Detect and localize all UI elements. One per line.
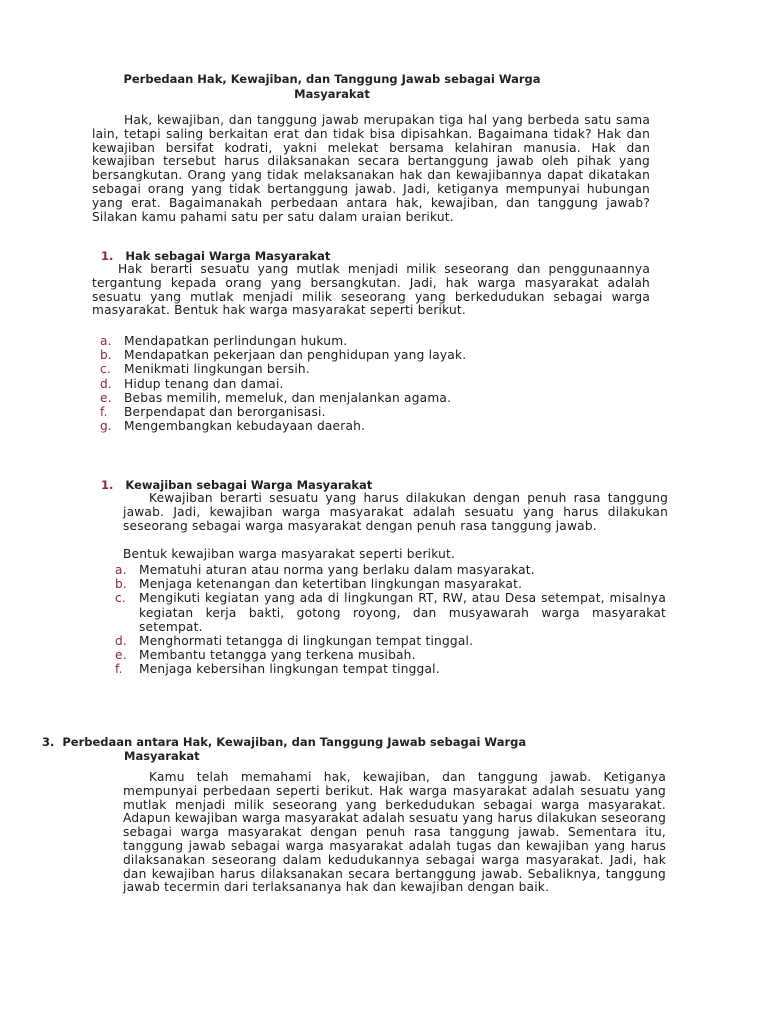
list-item	[100, 419, 600, 433]
list-item-text: Mematuhi aturan atau norma yang berlaku dalam masyarakat.	[139, 563, 535, 577]
list-item	[100, 391, 600, 405]
section-2-heading	[101, 478, 372, 492]
list-item-text: Bebas memilih, memeluk, dan menjalankan agama.	[124, 390, 452, 405]
list-item-text: Menghormati tetangga di lingkungan tempat tinggal.	[139, 634, 474, 649]
list-item-marker: b.	[115, 577, 128, 592]
section-1-number: 1.	[101, 249, 114, 263]
list-item-text: Mendapatkan pekerjaan dan penghidupan yang layak.	[124, 348, 467, 363]
section-1-body: Hak berarti sesuatu yang mutlak menjadi milik seseorang dan penggunaannya tergantung kepada orang yang bersangkutan. Jadi, hak warga masyarakat adalah sesuatu yang mutlak menjadi milik seseorang yang berkedudukan sebagai warga masyarakat. Bentuk hak warga masyarakat seperti berikut.	[92, 262, 650, 318]
list-item-text: Menjaga kebersihan lingkungan tempat tinggal.	[139, 662, 440, 677]
section-2-title: Kewajiban sebagai Warga Masyarakat	[125, 478, 373, 492]
list-item-marker: g.	[100, 419, 113, 434]
list-item-marker: d.	[100, 376, 113, 391]
list-item-marker: a.	[115, 563, 127, 577]
section-2-list	[115, 563, 666, 677]
list-item-text: Mendapatkan perlindungan hukum.	[124, 334, 348, 348]
list-item	[115, 577, 666, 591]
section-2-body: Kewajiban berarti sesuatu yang harus dilakukan dengan penuh rasa tanggung jawab. Jadi, kewajiban warga masyarakat adalah sesuatu yang harus dilakukan seseorang sebagai warga masyarakat dengan penuh rasa tanggung jawab.	[123, 491, 668, 533]
list-item	[115, 563, 666, 577]
list-item	[100, 377, 600, 391]
list-item-marker: e.	[115, 648, 127, 663]
list-item-marker: b.	[100, 348, 113, 363]
list-item-marker: a.	[100, 334, 112, 348]
section-3-number: 3.	[42, 735, 55, 749]
list-item-marker: d.	[115, 634, 128, 649]
list-item-marker: f.	[115, 662, 123, 677]
section-2-lead: Bentuk kewajiban warga masyarakat seperti berikut.	[123, 547, 456, 561]
list-item-marker: f.	[100, 405, 108, 420]
list-item-text: Menjaga ketenangan dan ketertiban lingkungan masyarakat.	[139, 577, 523, 592]
list-item	[100, 348, 600, 362]
list-item	[100, 405, 600, 419]
list-item-text: Mengikuti kegiatan yang ada di lingkungan RT, RW, atau Desa setempat, misalnya kegiatan kerja bakti, gotong royong, dan musyawarah warga masyarakat setempat.	[139, 591, 666, 634]
list-item	[115, 634, 666, 648]
section-2-number: 1.	[101, 478, 114, 492]
section-3-title-line-1: Perbedaan antara Hak, Kewajiban, dan Tanggung Jawab sebagai Warga	[62, 735, 527, 749]
section-3-title-line-2: Masyarakat	[124, 749, 200, 763]
title-line-2: Masyarakat	[294, 87, 370, 101]
section-3-body: Kamu telah memahami hak, kewajiban, dan tanggung jawab. Ketiganya mempunyai perbedaan seperti berikut. Hak warga masyarakat adalah sesuatu yang mutlak menjadi milik seseorang yang berkedudukan sebagai warga masyarakat. Adapun kewajiban warga masyarakat adalah sesuatu yang harus dilakukan seseorang sebagai warga masyarakat dengan penuh rasa tanggung jawab. Sementara itu, tanggung jawab sebagai warga masyarakat adalah tugas dan kewajiban yang harus dilaksanakan seseorang dalam kedudukannya sebagai warga masyarakat. Jadi, hak dan kewajiban harus dilaksanakan secara bertanggung jawab. Sebaliknya, tanggung jawab tecermin dari terlaksananya hak dan kewajiban dengan baik.	[123, 770, 666, 895]
list-item-text: Mengembangkan kebudayaan daerah.	[124, 419, 366, 434]
list-item	[115, 648, 666, 662]
title-line-1: Perbedaan Hak, Kewajiban, dan Tanggung Jawab sebagai Warga	[123, 72, 541, 86]
list-item	[115, 591, 666, 634]
intro-paragraph: Hak, kewajiban, dan tanggung jawab merupakan tiga hal yang berbeda satu sama lain, tetapi saling berkaitan erat dan tidak bisa dipisahkan. Bagaimana tidak? Hak dan kewajiban bersifat kodrati, yakni melekat bersama kelahiran manusia. Hak dan kewajiban tersebut harus dilaksanakan secara bertanggung jawab oleh pihak yang bersangkutan. Orang yang tidak melaksanakan hak dan kewajibannya dapat dikatakan sebagai orang yang tidak bertanggung jawab. Jadi, ketiganya mempunyai hubungan yang erat. Bagaimanakah perbedaan antara hak, kewajiban, dan tanggung jawab? Silakan kamu pahami satu per satu dalam uraian berikut.	[92, 113, 650, 224]
list-item	[115, 662, 666, 676]
section-3-heading	[42, 735, 642, 763]
list-item-marker: e.	[100, 390, 112, 405]
section-1-title: Hak sebagai Warga Masyarakat	[125, 249, 331, 263]
list-item-text: Menikmati lingkungan bersih.	[124, 362, 310, 377]
document-title	[92, 72, 572, 102]
list-item-text: Hidup tenang dan damai.	[124, 376, 284, 391]
section-1-heading	[101, 249, 330, 263]
list-item-text: Berpendapat dan berorganisasi.	[124, 405, 326, 420]
list-item	[100, 362, 600, 376]
list-item	[100, 334, 600, 348]
list-item-marker: c.	[100, 362, 111, 377]
list-item-text: Membantu tetangga yang terkena musibah.	[139, 648, 416, 663]
section-1-list	[100, 334, 600, 433]
list-item-marker: c.	[115, 591, 126, 606]
